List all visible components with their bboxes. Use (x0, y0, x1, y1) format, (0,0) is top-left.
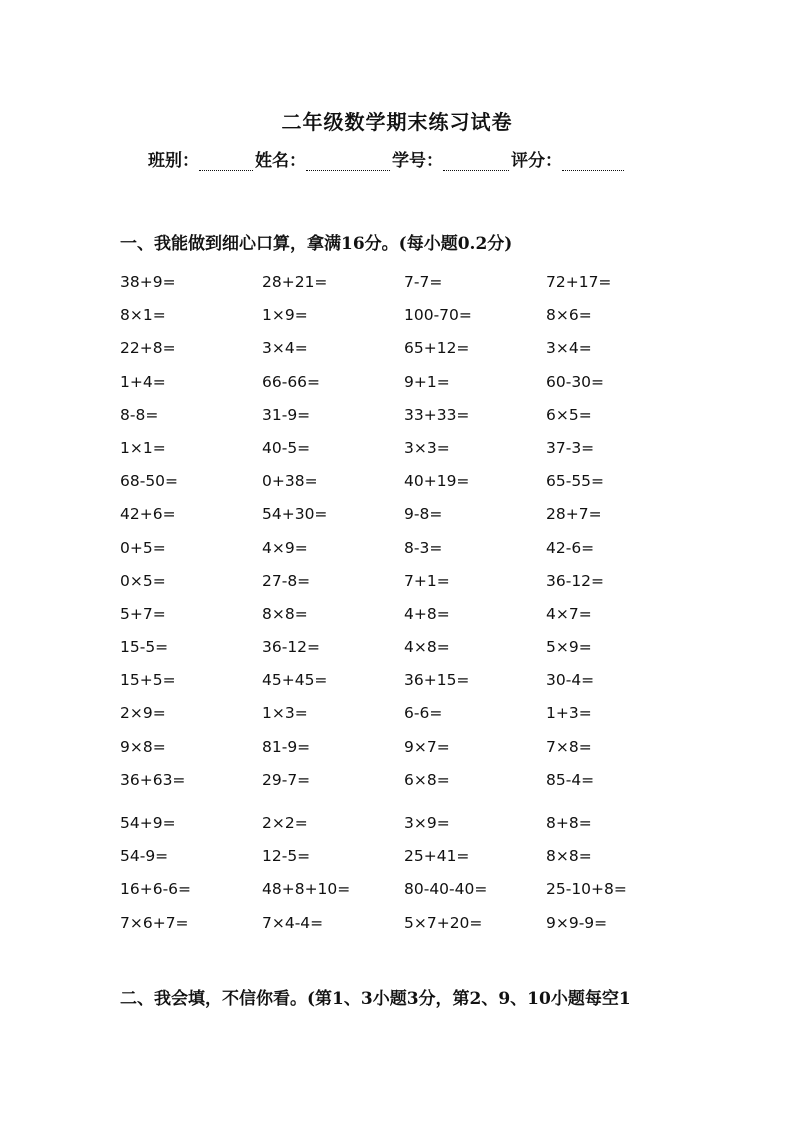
arithmetic-problem: 25-10+8= (546, 880, 627, 899)
arithmetic-problem: 2×2= (262, 814, 308, 832)
page-title: 二年级数学期末练习试卷 (281, 110, 513, 134)
class-label: 班别： (148, 151, 199, 171)
name-blank[interactable] (306, 152, 390, 171)
arithmetic-problem: 54+9= (120, 814, 176, 832)
score-label: 评分： (511, 151, 562, 171)
arithmetic-problem: 25+41= (404, 847, 470, 866)
arithmetic-problem: 28+21= (262, 273, 328, 291)
arithmetic-problem: 1×9= (262, 306, 308, 325)
arithmetic-problem: 0+38= (262, 472, 318, 491)
arithmetic-problem: 7+1= (404, 571, 450, 590)
section2-heading: 二、我会填，不信你看。(第1、3小题3分，第2、9、10小题每空1 (120, 989, 631, 1009)
arithmetic-problem: 8×8= (262, 604, 308, 623)
arithmetic-problem: 4×7= (546, 604, 592, 623)
arithmetic-problem: 100-70= (404, 306, 472, 325)
arithmetic-problem: 5+7= (120, 604, 166, 623)
section1-heading: 一、我能做到细心口算，拿满16分。(每小题0.2分) (120, 234, 513, 254)
arithmetic-problem: 8+8= (546, 814, 592, 832)
arithmetic-problem: 37-3= (546, 438, 595, 457)
mental-arithmetic-grid (120, 268, 700, 932)
arithmetic-problem: 36-12= (262, 638, 321, 657)
arithmetic-problem: 15+5= (120, 671, 176, 690)
arithmetic-problem: 48+8+10= (262, 880, 351, 899)
arithmetic-problem: 3×4= (546, 339, 592, 358)
arithmetic-problem: 38+9= (120, 273, 176, 291)
arithmetic-problem: 8×1= (120, 306, 166, 325)
arithmetic-problem: 7×4-4= (262, 913, 324, 932)
arithmetic-problem: 42-6= (546, 538, 595, 557)
arithmetic-problem: 8-3= (404, 538, 443, 557)
arithmetic-problem: 27-8= (262, 571, 311, 590)
arithmetic-problem: 9×9-9= (546, 913, 608, 932)
arithmetic-problem: 9×7= (404, 737, 450, 756)
arithmetic-problem: 81-9= (262, 737, 311, 756)
arithmetic-problem: 1×3= (262, 704, 308, 723)
arithmetic-problem: 1+3= (546, 704, 592, 723)
arithmetic-problem: 8×6= (546, 306, 592, 325)
arithmetic-problem: 0+5= (120, 538, 166, 557)
score-blank[interactable] (562, 152, 624, 171)
arithmetic-problem: 7×6+7= (120, 913, 189, 932)
arithmetic-problem: 4×9= (262, 538, 308, 557)
arithmetic-problem: 31-9= (262, 405, 311, 424)
name-label: 姓名： (255, 151, 306, 171)
student-id-blank[interactable] (443, 152, 509, 171)
arithmetic-problem: 40-5= (262, 438, 311, 457)
arithmetic-problem: 40+19= (404, 472, 470, 491)
arithmetic-problem: 6×8= (404, 770, 450, 789)
arithmetic-problem: 3×3= (404, 438, 450, 457)
arithmetic-problem: 45+45= (262, 671, 328, 690)
arithmetic-problem: 36+15= (404, 671, 470, 690)
arithmetic-problem: 8-8= (120, 405, 159, 424)
arithmetic-problem: 2×9= (120, 704, 166, 723)
arithmetic-problem: 68-50= (120, 472, 179, 491)
arithmetic-problem: 1×1= (120, 438, 166, 457)
student-info-line (148, 146, 626, 171)
arithmetic-problem: 22+8= (120, 339, 176, 358)
arithmetic-problem: 15-5= (120, 638, 169, 657)
arithmetic-problem: 36+63= (120, 770, 186, 789)
class-blank[interactable] (199, 152, 253, 171)
arithmetic-problem: 72+17= (546, 273, 612, 291)
arithmetic-problem: 1+4= (120, 372, 166, 391)
arithmetic-problem: 42+6= (120, 505, 176, 524)
arithmetic-problem: 7-7= (404, 273, 443, 291)
arithmetic-problem: 66-66= (262, 372, 321, 391)
arithmetic-problem: 30-4= (546, 671, 595, 690)
arithmetic-problem: 85-4= (546, 770, 595, 789)
arithmetic-problem: 4+8= (404, 604, 450, 623)
arithmetic-problem: 12-5= (262, 847, 311, 866)
arithmetic-problem: 3×4= (262, 339, 308, 358)
arithmetic-problem: 9×8= (120, 737, 166, 756)
arithmetic-problem: 5×7+20= (404, 913, 483, 932)
arithmetic-problem: 7×8= (546, 737, 592, 756)
arithmetic-problem: 3×9= (404, 814, 450, 832)
arithmetic-problem: 54-9= (120, 847, 169, 866)
arithmetic-problem: 16+6-6= (120, 880, 192, 899)
student-id-label: 学号： (392, 151, 443, 171)
arithmetic-problem: 65+12= (404, 339, 470, 358)
arithmetic-problem: 4×8= (404, 638, 450, 657)
arithmetic-problem: 29-7= (262, 770, 311, 789)
arithmetic-problem: 9-8= (404, 505, 443, 524)
arithmetic-problem: 54+30= (262, 505, 328, 524)
arithmetic-problem: 5×9= (546, 638, 592, 657)
arithmetic-problem: 9+1= (404, 372, 450, 391)
arithmetic-problem: 60-30= (546, 372, 605, 391)
arithmetic-problem: 28+7= (546, 505, 602, 524)
arithmetic-problem: 65-55= (546, 472, 605, 491)
arithmetic-problem: 80-40-40= (404, 880, 488, 899)
arithmetic-problem: 6-6= (404, 704, 443, 723)
arithmetic-problem: 0×5= (120, 571, 166, 590)
arithmetic-problem: 8×8= (546, 847, 592, 866)
arithmetic-problem: 36-12= (546, 571, 605, 590)
arithmetic-problem: 33+33= (404, 405, 470, 424)
arithmetic-problem: 6×5= (546, 405, 592, 424)
